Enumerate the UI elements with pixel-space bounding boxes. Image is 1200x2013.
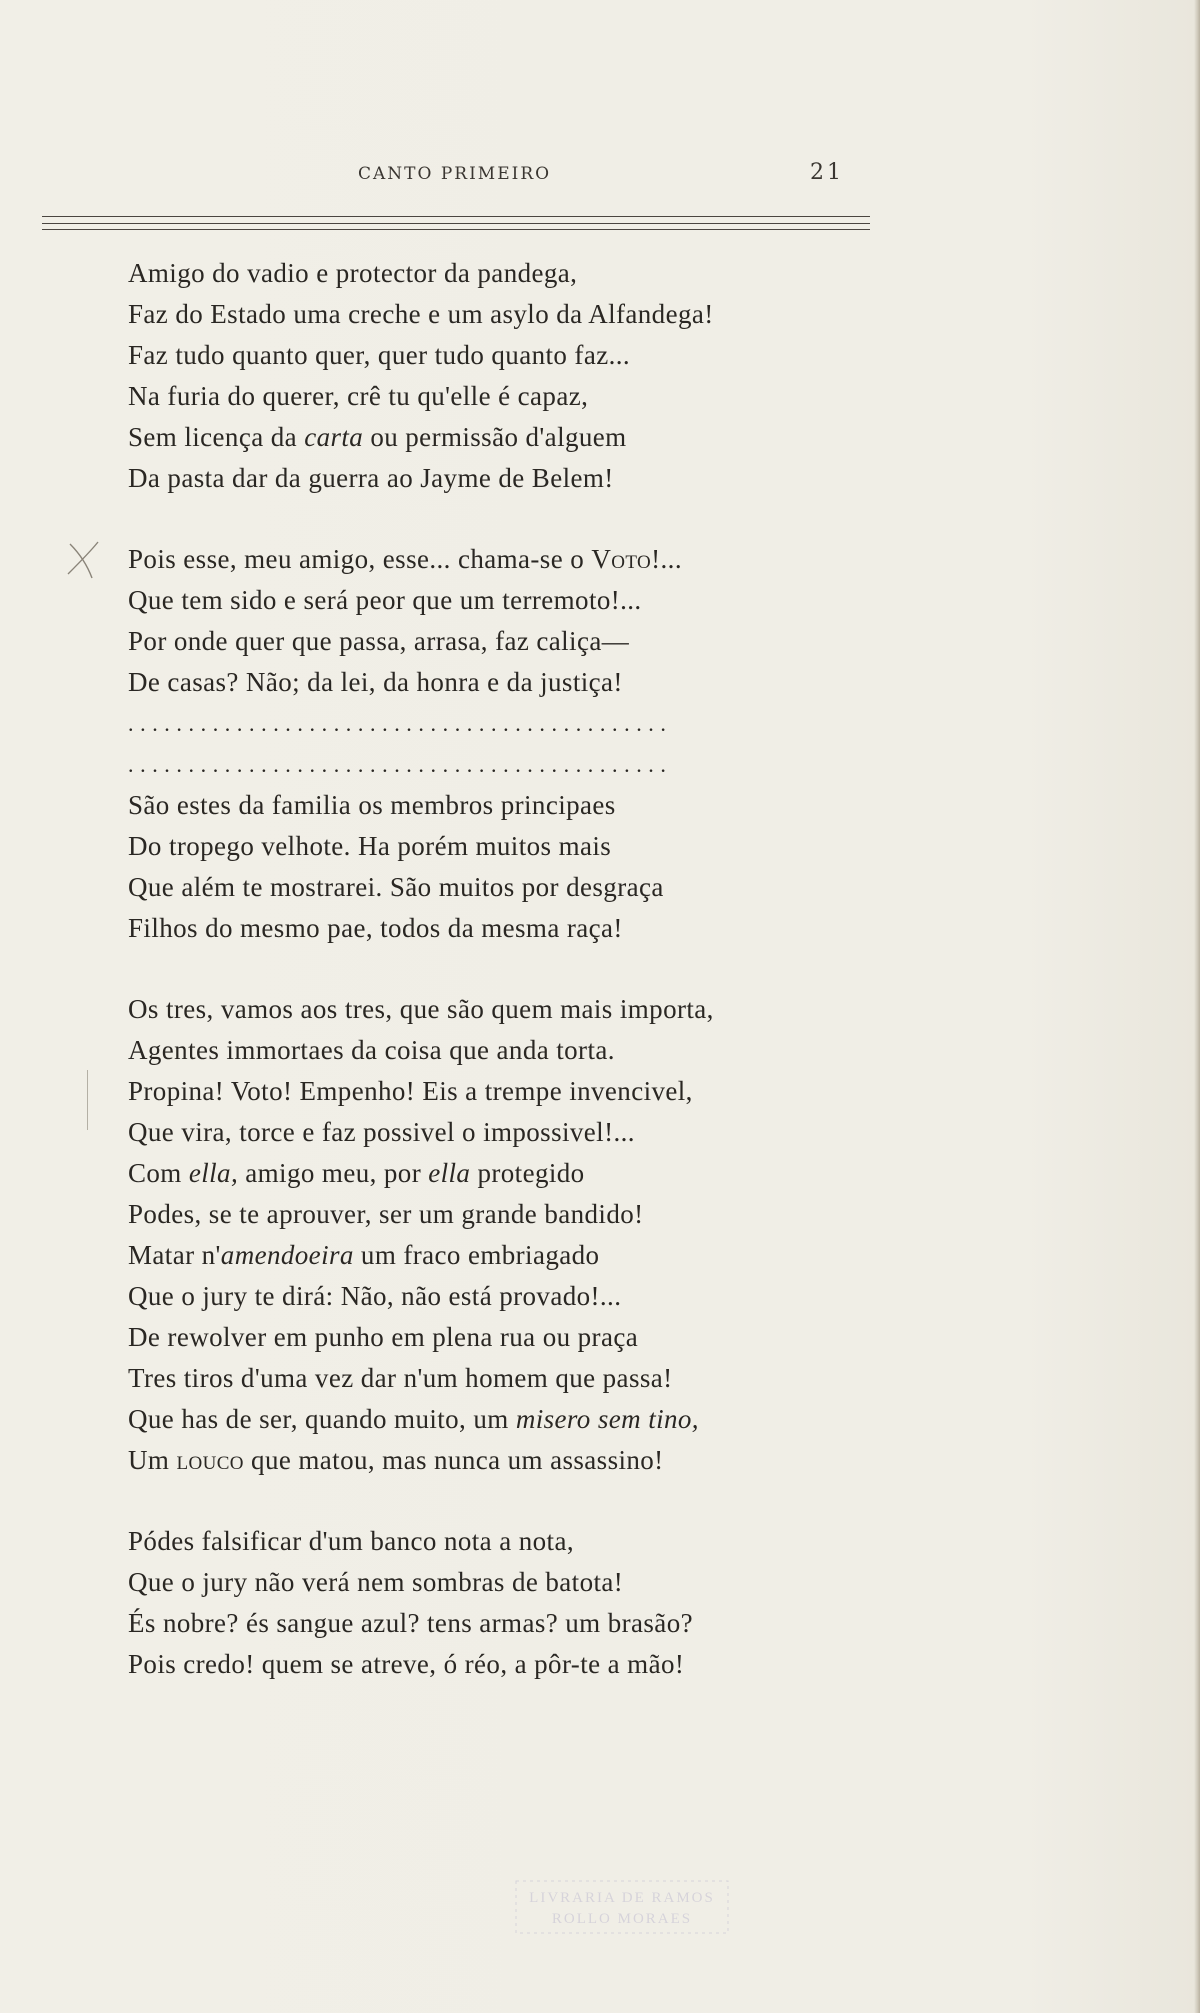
poem-body — [128, 253, 848, 1685]
pencil-x-mark-icon — [64, 538, 104, 582]
dotted-line: ............................................. — [128, 752, 673, 777]
verse-line: Com ella, amigo meu, por ella protegido — [128, 1158, 585, 1188]
verse-line: Propina! Voto! Empenho! Eis a trempe invencivel, — [128, 1076, 693, 1106]
verse-line: Que além te mostrarei. São muitos por desgraça — [128, 872, 664, 902]
page-number: 21 — [810, 160, 844, 185]
verse-line: Que tem sido e será peor que um terremoto!... — [128, 585, 642, 615]
header-rule-middle — [42, 223, 870, 224]
verse-line: Os tres, vamos aos tres, que são quem mais importa, — [128, 994, 714, 1024]
italic-word: ella — [428, 1158, 471, 1188]
verse-line: Um louco que matou, mas nunca um assassino! — [128, 1445, 664, 1475]
verse-line: Que vira, torce e faz possivel o impossivel!... — [128, 1117, 635, 1147]
stanza — [128, 539, 848, 703]
verse-line: De rewolver em punho em plena rua ou praça — [128, 1322, 639, 1352]
italic-phrase: misero sem tino, — [515, 1404, 699, 1434]
verse-line: Tres tiros d'uma vez dar n'um homem que passa! — [128, 1363, 673, 1393]
stanza-gap — [128, 1481, 848, 1521]
verse-line: Pois credo! quem se atreve, ó réo, a pôr-te a mão! — [128, 1649, 685, 1679]
verse-line: Na furia do querer, crê tu qu'elle é capaz, — [128, 381, 589, 411]
stanza — [128, 253, 848, 499]
stanza — [128, 1521, 848, 1685]
page-edge-shadow — [1194, 0, 1200, 2013]
pencil-margin-line — [87, 1070, 88, 1130]
small-caps-word: Voto — [591, 544, 652, 574]
verse-line: São estes da familia os membros principaes — [128, 790, 616, 820]
verse-line: Do tropego velhote. Ha porém muitos mais — [128, 831, 612, 861]
stanza — [128, 989, 848, 1481]
italic-word: amendoeira — [220, 1240, 354, 1270]
dotted-line: ............................................. — [128, 711, 673, 736]
verse-line: Sem licença da carta ou permissão d'alguem — [128, 422, 627, 452]
verse-line: Pois esse, meu amigo, esse... chama-se o Voto!... — [128, 544, 682, 574]
verse-line: Por onde quer que passa, arrasa, faz caliça— — [128, 626, 630, 656]
verse-line: Amigo do vadio e protector da pandega, — [128, 258, 578, 288]
stamp-line-1: LIVRARIA DE RAMOS — [529, 1890, 715, 1906]
header-rule-bottom — [42, 229, 870, 230]
small-caps-word: louco — [176, 1445, 244, 1475]
verse-line: Que o jury te dirá: Não, não está provado!... — [128, 1281, 622, 1311]
verse-line: Agentes immortaes da coisa que anda torta. — [128, 1035, 615, 1065]
verse-line: Da pasta dar da guerra ao Jayme de Belem! — [128, 463, 614, 493]
verse-line: Podes, se te aprouver, ser um grande bandido! — [128, 1199, 644, 1229]
italic-word: ella, — [188, 1158, 239, 1188]
library-stamp — [512, 1877, 732, 1937]
header-rule-top — [42, 216, 870, 217]
verse-line: Filhos do mesmo pae, todos da mesma raça! — [128, 913, 623, 943]
verse-line: Matar n'amendoeira um fraco embriagado — [128, 1240, 600, 1270]
verse-line: Que has de ser, quando muito, um misero sem tino, — [128, 1404, 699, 1434]
verse-line: De casas? Não; da lei, da honra e da justiça! — [128, 667, 623, 697]
verse-line: És nobre? és sangue azul? tens armas? um brasão? — [128, 1608, 693, 1638]
verse-line: Faz tudo quanto quer, quer tudo quanto faz... — [128, 340, 631, 370]
stanza-gap — [128, 499, 848, 539]
stanza — [128, 785, 848, 949]
running-head: CANTO PRIMEIRO — [358, 164, 552, 184]
italic-word: carta — [304, 422, 364, 452]
verse-line: Que o jury não verá nem sombras de batota! — [128, 1567, 624, 1597]
verse-line: Pódes falsificar d'um banco nota a nota, — [128, 1526, 574, 1556]
stanza-gap — [128, 949, 848, 989]
verse-line: Faz do Estado uma creche e um asylo da Alfandega! — [128, 299, 714, 329]
stamp-line-2: ROLLO MORAES — [551, 1911, 693, 1927]
ellipsis-block — [128, 703, 848, 785]
